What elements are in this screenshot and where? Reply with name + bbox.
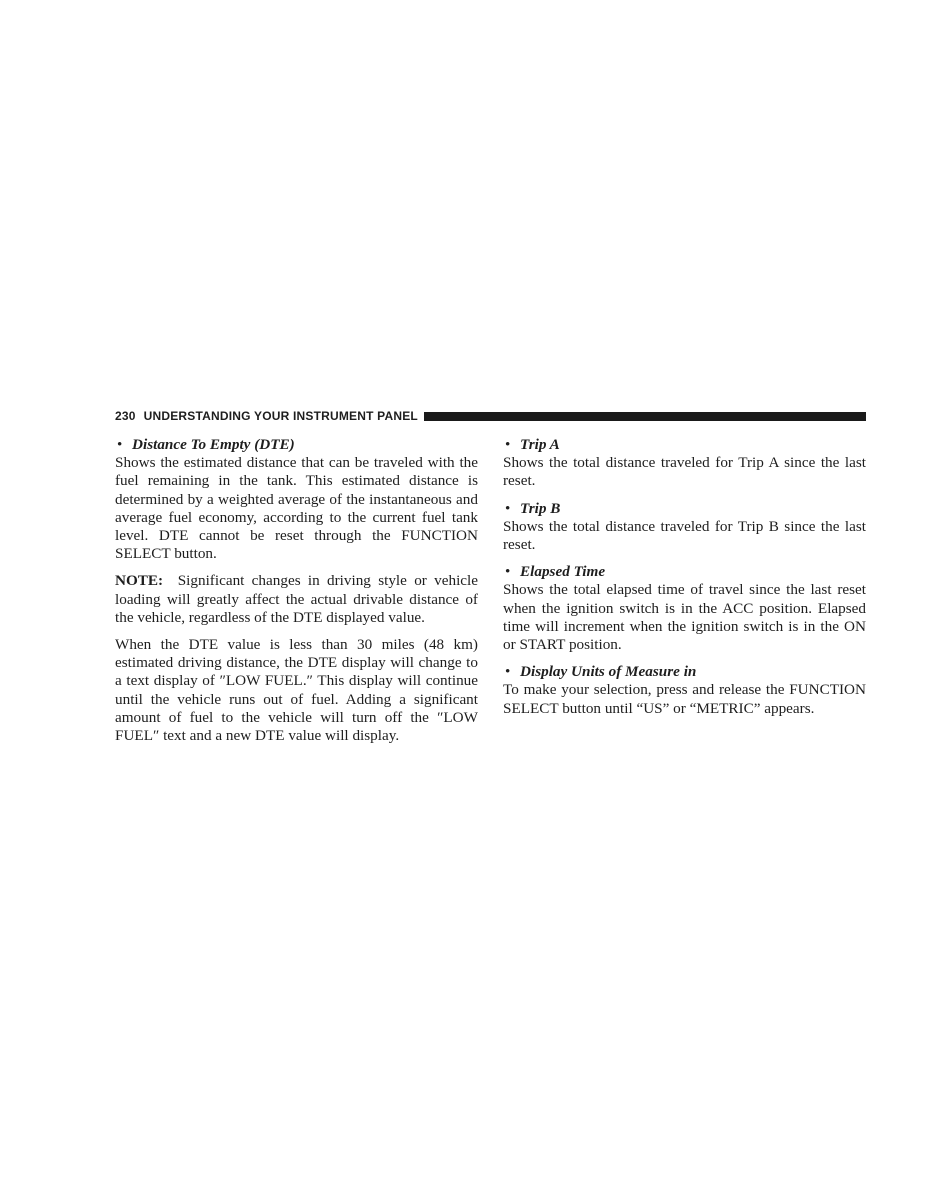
- dte-heading-line: [115, 436, 478, 454]
- bullet-icon: •: [505, 499, 511, 517]
- trip-b-heading-line: [503, 500, 866, 518]
- note-label: NOTE:: [115, 572, 164, 590]
- page-header: [115, 408, 866, 424]
- trip-b-heading: Trip B: [520, 499, 561, 517]
- right-column: [503, 436, 866, 718]
- trip-a-heading-line: [503, 436, 866, 454]
- elapsed-heading-line: [503, 563, 866, 581]
- bullet-icon: •: [505, 563, 511, 581]
- units-body: To make your selection, press and release the FUNCTION SELECT button until “US” or “METRIC” appears.: [503, 681, 866, 717]
- left-column: [115, 436, 478, 745]
- trip-a-body: Shows the total distance traveled for Trip A since the last reset.: [503, 454, 866, 490]
- units-heading-line: [503, 663, 866, 681]
- bullet-icon: •: [117, 436, 123, 453]
- dte-heading: Distance To Empty (DTE): [132, 436, 295, 453]
- elapsed-heading: Elapsed Time: [520, 563, 606, 581]
- dte-body: Shows the estimated distance that can be traveled with the fuel remaining in the tank. This estimated distance is determined by a weighted average of the instantaneous and average fuel economy, according to the current fuel tank level. DTE cannot be reset through the FUNCTION SELECT button.: [115, 454, 478, 563]
- note-body: Significant changes in driving style or vehicle loading will greatly affect the actual drivable distance of the vehicle, regardless of the DTE displayed value.: [115, 572, 479, 626]
- low-fuel-body: When the DTE value is less than 30 miles (48 km) estimated driving distance, the DTE display will change to a text display of ″LOW FUEL.″ This display will continue until the vehicle runs out of fuel. Adding a significant amount of fuel to the vehicle will turn off the ″LOW FUEL″ text and a new DTE value will display.: [115, 636, 478, 745]
- section-title: UNDERSTANDING YOUR INSTRUMENT PANEL: [143, 409, 418, 423]
- elapsed-body: Shows the total elapsed time of travel since the last reset when the ignition switch is in the ACC position. Elapsed time will increment when the ignition switch is in the ON or START position.: [503, 581, 866, 654]
- header-rule: [424, 412, 866, 421]
- bullet-icon: •: [505, 663, 511, 681]
- units-heading: Display Units of Measure in: [520, 663, 697, 681]
- trip-a-heading: Trip A: [520, 436, 560, 453]
- trip-b-body: Shows the total distance traveled for Trip B since the last reset.: [503, 517, 866, 554]
- bullet-icon: •: [505, 436, 511, 453]
- note-paragraph: [115, 572, 478, 627]
- page-number: 230: [115, 409, 136, 423]
